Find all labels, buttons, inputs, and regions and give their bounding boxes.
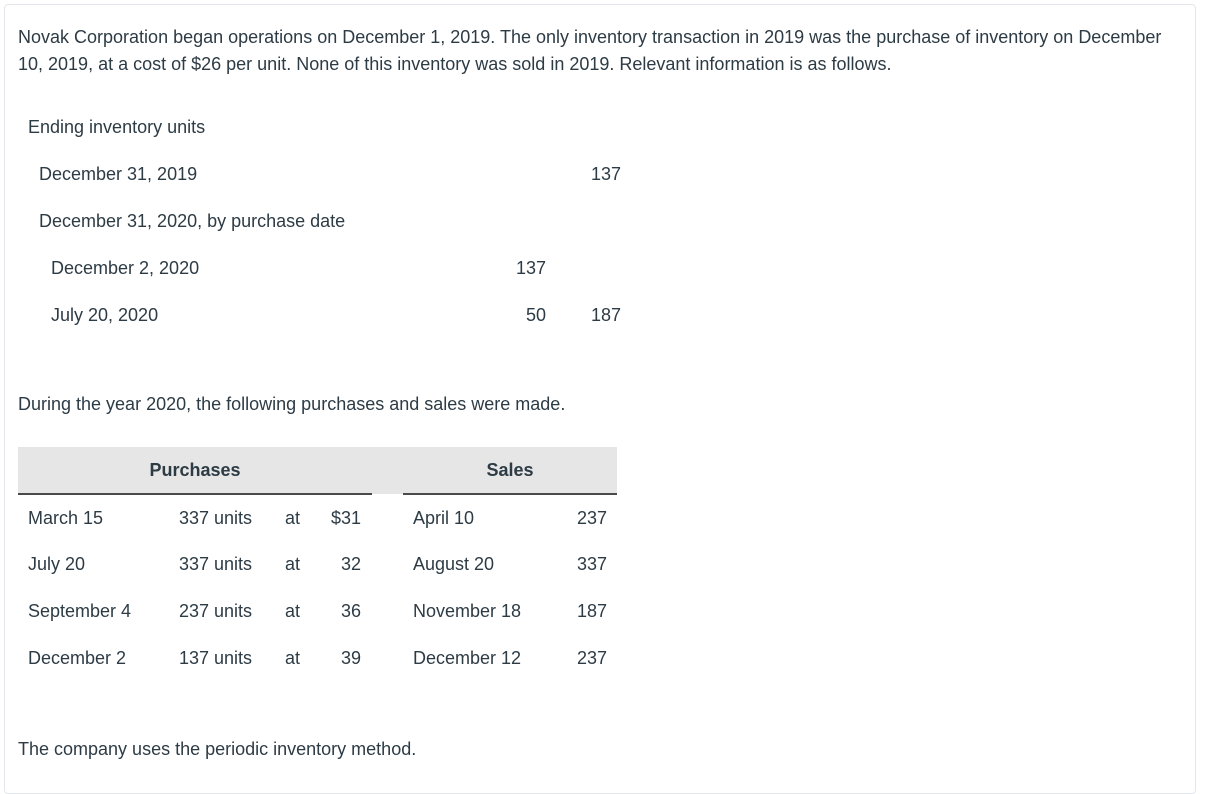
purchase-at: at (285, 554, 301, 574)
purchase-cost: $31 (330, 507, 361, 528)
purchase-cost: 32 (340, 554, 361, 574)
purchase-at: at (285, 601, 301, 621)
sale-units: 337 (576, 554, 607, 574)
sale-units: 187 (576, 601, 607, 621)
purchase-date: July 20 (28, 554, 86, 574)
table-header-row (18, 447, 617, 494)
table-row (18, 494, 617, 541)
table-row (18, 541, 617, 588)
purchase-date: December 2 (28, 648, 127, 668)
row-total (546, 245, 621, 292)
sale-units: 237 (576, 648, 607, 668)
purchase-units: 337 units (179, 554, 253, 574)
purchase-units: 337 units (179, 507, 253, 528)
closing-sentence: The company uses the periodic inventory method. (18, 739, 417, 759)
row-label: December 31, 2020, by purchase date (39, 211, 346, 231)
table-row (18, 588, 617, 635)
ending-inventory-heading: Ending inventory units (28, 117, 206, 137)
sale-date: December 12 (413, 648, 522, 668)
sale-date: April 10 (413, 507, 475, 528)
row-label: December 2, 2020 (51, 258, 200, 278)
sale-units: 237 (576, 507, 607, 528)
row-label: July 20, 2020 (51, 305, 159, 325)
table-row (18, 292, 621, 339)
row-units: 50 (525, 305, 546, 325)
row-units: 137 (515, 258, 546, 278)
table-row (18, 198, 621, 245)
ending-inventory-table (18, 104, 621, 339)
table-row (18, 151, 621, 198)
purchase-cost: 36 (340, 601, 361, 621)
table-row (18, 245, 621, 292)
purchase-at: at (285, 507, 301, 528)
sales-header: Sales (403, 447, 617, 494)
purchase-units: 137 units (179, 648, 253, 668)
purchase-cost: 39 (340, 648, 361, 668)
row-label: December 31, 2019 (39, 164, 198, 184)
table-row (18, 635, 617, 682)
transactions-sentence: During the year 2020, the following purchases and sales were made. (18, 394, 566, 414)
table-row (18, 104, 621, 151)
purchases-header: Purchases (18, 447, 372, 494)
purchase-units: 237 units (179, 601, 253, 621)
purchases-sales-table (18, 447, 617, 682)
purchase-at: at (285, 648, 301, 668)
intro-paragraph: Novak Corporation began operations on December 1, 2019. The only inventory transaction in 2019 was the purchase of inventory on December 10, 2019, at a cost of $26 per unit. None of this inventory was sold in 2019. Relevant information is as follows. (18, 27, 1162, 74)
sale-date: November 18 (413, 601, 522, 621)
row-total: 187 (590, 305, 621, 325)
row-total: 137 (590, 164, 621, 184)
purchase-date: September 4 (28, 601, 132, 621)
purchase-date: March 15 (28, 507, 104, 528)
sale-date: August 20 (413, 554, 495, 574)
